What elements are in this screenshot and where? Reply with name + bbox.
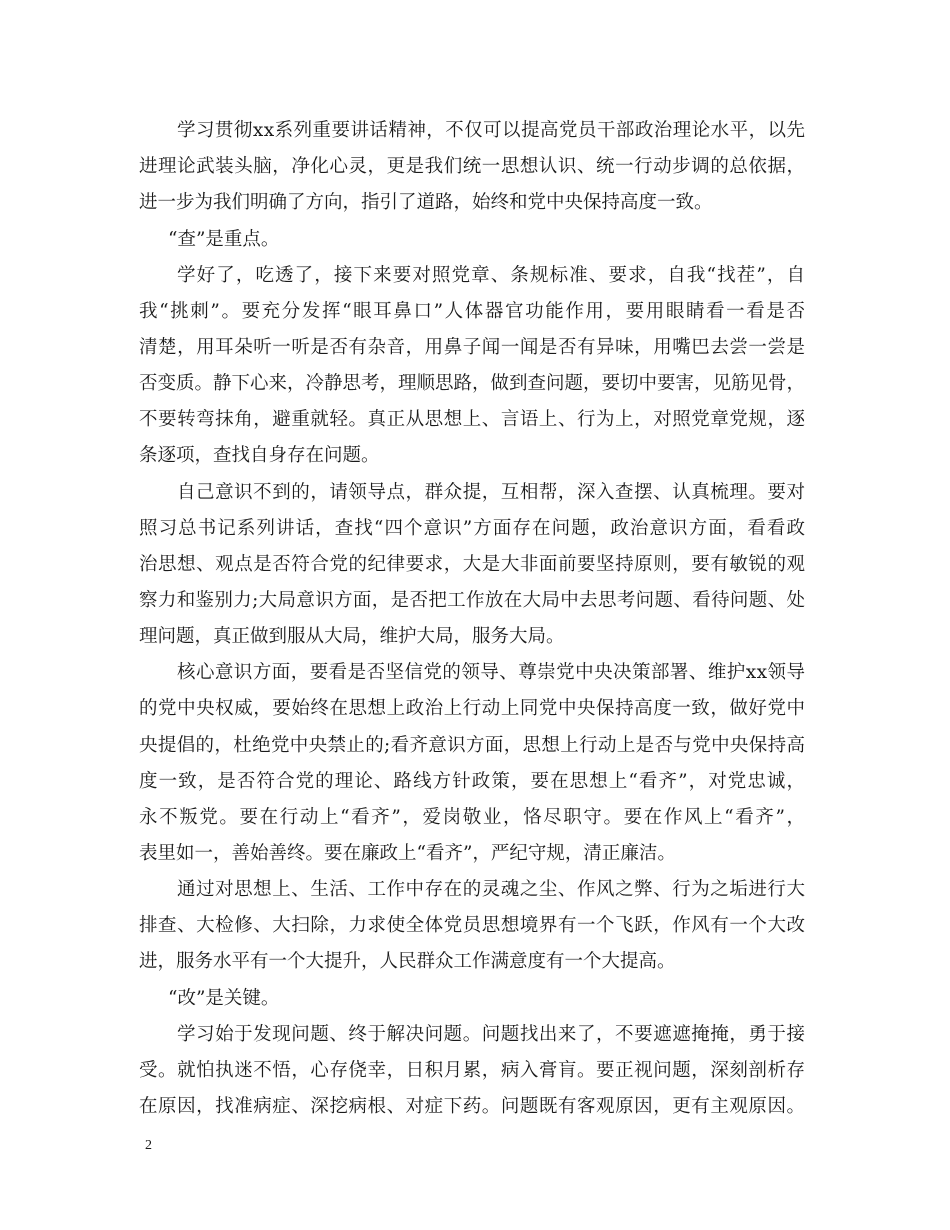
body-text-line: 清楚，用耳朵听一听是否有杂音，用鼻子闻一闻是否有异味，用嘴巴去尝一尝是 [139, 337, 806, 358]
body-text-line: 进一步为我们明确了方向，指引了道路，始终和党中央保持高度一致。 [139, 192, 713, 213]
body-text-line: 我“挑刺”。要充分发挥“眼耳鼻口”人体器官功能作用，要用眼睛看一看是否 [139, 301, 807, 322]
body-text-line: 永不叛党。要在行动上“看齐”，爱岗敬业，恪尽职守。要在作风上“看齐”， [139, 807, 807, 828]
body-text-line: 察力和鉴别力;大局意识方面，是否把工作放在大局中去思考问题、看待问题、处 [139, 590, 806, 611]
body-text-line: 表里如一，善始善终。要在廉政上“看齐”，严纪守规，清正廉洁。 [139, 843, 676, 864]
body-text-line: 照习总书记系列讲话，查找“四个意识”方面存在问题，政治意识方面，看看政 [139, 518, 807, 539]
body-text-line: 排查、大检修、大扫除，力求使全体党员思想境界有一个飞跃，作风有一个大改 [139, 915, 806, 936]
body-text-line: “查”是重点。 [168, 229, 280, 250]
body-text-line: 央提倡的，杜绝党中央禁止的;看齐意识方面，思想上行动上是否与党中央保持高 [139, 735, 806, 756]
body-text-line: 自己意识不到的，请领导点，群众提，互相帮，深入查摆、认真梳理。要对 [177, 482, 806, 503]
body-text-line: 学习始于发现问题、终于解决问题。问题找出来了，不要遮遮掩掩，勇于接 [177, 1024, 806, 1045]
body-text-line: 进理论武装头脑，净化心灵，更是我们统一思想认识、统一行动步调的总依据， [139, 156, 806, 177]
body-text-line: 在原因，找准病症、深挖病根、对症下药。问题既有客观原因，更有主观原因。 [139, 1096, 806, 1117]
body-text-line: 条逐项，查找自身存在问题。 [139, 445, 380, 466]
body-text-line: 通过对思想上、生活、工作中存在的灵魂之尘、作风之弊、行为之垢进行大 [177, 879, 806, 900]
body-text-line: 不要转弯抹角，避重就轻。真正从思想上、言语上、行为上，对照党章党规，逐 [139, 409, 806, 430]
body-text-line: 学习贯彻xx系列重要讲话精神，不仅可以提高党员干部政治理论水平，以先 [177, 120, 806, 141]
body-text-line: 学好了，吃透了，接下来要对照党章、条规标准、要求，自我“找茬”，自 [177, 265, 807, 286]
body-text-line: 的党中央权威，要始终在思想上政治上行动上同党中央保持高度一致，做好党中 [139, 698, 806, 719]
body-text-line: 受。就怕执迷不悟，心存侥幸，日积月累，病入膏肓。要正视问题，深刻剖析存 [139, 1060, 806, 1081]
body-text-line: 核心意识方面，要看是否坚信党的领导、尊崇党中央决策部署、维护xx领导 [177, 662, 806, 683]
body-text-line: 理问题，真正做到服从大局，维护大局，服务大局。 [139, 626, 565, 647]
body-text-line: “改”是关键。 [168, 988, 280, 1009]
body-text-line: 否变质。静下心来，冷静思考，理顺思路，做到查问题，要切中要害，见筋见骨， [139, 373, 806, 394]
body-text-line: 度一致，是否符合党的理论、路线方针政策，要在思想上“看齐”，对党忠诚， [139, 771, 807, 792]
body-text-line: 治思想、观点是否符合党的纪律要求，大是大非面前要坚持原则，要有敏锐的观 [139, 554, 806, 575]
page-number: 2 [145, 1138, 152, 1153]
body-text-line: 进，服务水平有一个大提升，人民群众工作满意度有一个大提高。 [139, 951, 676, 972]
